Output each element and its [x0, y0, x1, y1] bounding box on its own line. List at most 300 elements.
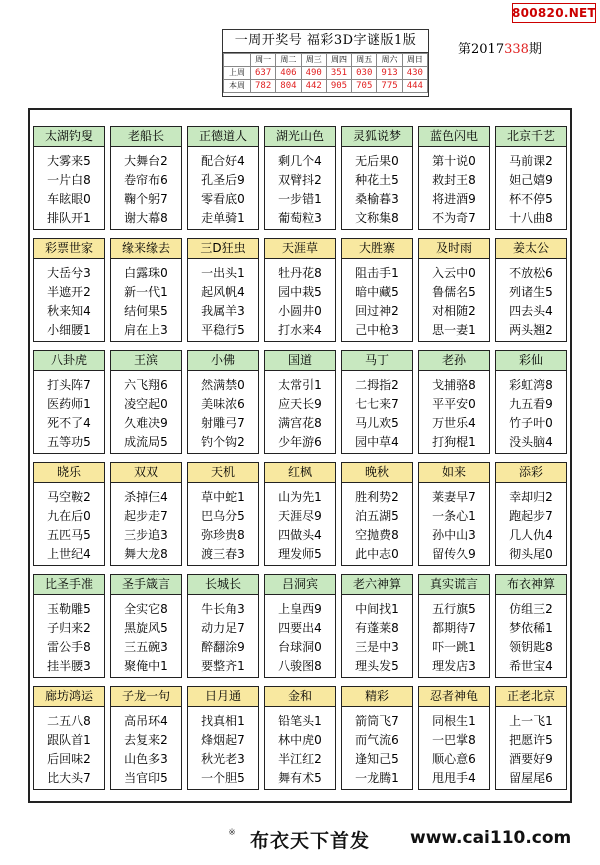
riddle-line: 牛长角3: [201, 602, 245, 616]
cell-lines: [188, 259, 258, 340]
riddle-line: 钓个钩2: [201, 435, 245, 449]
riddle-line: 铅笔头1: [278, 714, 322, 728]
cell-lines: [496, 371, 566, 452]
cell-title: 老船长: [111, 127, 181, 147]
riddle-grid: [33, 126, 569, 790]
cell-title: 添彩: [496, 463, 566, 483]
riddle-line: 四去头4: [509, 304, 553, 318]
riddle-line: 后回味2: [47, 752, 91, 766]
cell-title: 子龙一句: [111, 687, 181, 707]
cell-lines: [496, 707, 566, 788]
riddle-line: 两头翘2: [509, 323, 553, 337]
draw-number: 775: [377, 80, 402, 93]
riddle-cell: [341, 686, 413, 790]
riddle-cell: [418, 238, 490, 342]
cell-title: 晚秋: [342, 463, 412, 483]
riddle-line: 台球洞0: [278, 640, 322, 654]
riddle-line: 种花土5: [355, 173, 399, 187]
cell-lines: [419, 147, 489, 228]
riddle-cell: [33, 574, 105, 678]
riddle-line: 莱妻早7: [432, 490, 476, 504]
riddle-line: 一龙腾1: [355, 771, 399, 785]
riddle-line: 半遮开2: [47, 285, 91, 299]
riddle-line: 全实它8: [124, 602, 168, 616]
cell-title: 蓝色闪电: [419, 127, 489, 147]
riddle-cell: [341, 350, 413, 454]
cell-title: 三D狂虫: [188, 239, 258, 259]
riddle-line: 阻击手1: [355, 266, 399, 280]
riddle-line: 顺心意6: [432, 752, 476, 766]
riddle-cell: [110, 686, 182, 790]
riddle-line: 而气流6: [355, 733, 399, 747]
riddle-line: 五行旗5: [432, 602, 476, 616]
riddle-line: 谢大幕8: [124, 211, 168, 225]
riddle-line: 太常引1: [278, 378, 322, 392]
riddle-line: 九在后0: [47, 509, 91, 523]
riddle-line: 草中蛇1: [201, 490, 245, 504]
riddle-line: 留传久9: [432, 547, 476, 561]
riddle-line: 天涯尽9: [278, 509, 322, 523]
riddle-line: 白露珠0: [124, 266, 168, 280]
cell-lines: [188, 707, 258, 788]
row-label: 上周: [224, 67, 251, 80]
day-header: 周四: [326, 54, 351, 67]
riddle-line: 剩几个4: [278, 154, 322, 168]
riddle-cell: [187, 238, 259, 342]
riddle-line: 桑榆暮3: [355, 192, 399, 206]
riddle-line: 都期待7: [432, 621, 476, 635]
cell-title: 灵狐说梦: [342, 127, 412, 147]
site-badge: 800820.NET: [512, 3, 596, 23]
day-header: 周三: [301, 54, 326, 67]
cell-title: 太湖钓叟: [34, 127, 104, 147]
cell-title: 老六神算: [342, 575, 412, 595]
cell-title: 日月通: [188, 687, 258, 707]
riddle-line: 理发店3: [432, 659, 476, 673]
riddle-cell: [341, 126, 413, 230]
riddle-cell: [495, 686, 567, 790]
cell-lines: [34, 483, 104, 564]
riddle-line: 挂半腰3: [47, 659, 91, 673]
riddle-cell: [110, 350, 182, 454]
riddle-line: 此中志0: [355, 547, 399, 561]
draw-number: 442: [301, 80, 326, 93]
riddle-cell: [264, 574, 336, 678]
riddle-cell: [341, 238, 413, 342]
riddle-line: 巴乌分5: [201, 509, 245, 523]
riddle-line: 小圆井0: [278, 304, 322, 318]
riddle-line: 救封王8: [432, 173, 476, 187]
riddle-line: 竹子叶0: [509, 416, 553, 430]
riddle-line: 文称集8: [355, 211, 399, 225]
riddle-line: 山色多3: [124, 752, 168, 766]
riddle-cell: [33, 462, 105, 566]
riddle-line: 我属羊3: [201, 304, 245, 318]
riddle-line: 无后果0: [355, 154, 399, 168]
riddle-line: 彻头尾0: [509, 547, 553, 561]
day-header: 周五: [352, 54, 377, 67]
cell-title: 湖光山色: [265, 127, 335, 147]
riddle-line: 回过神2: [355, 304, 399, 318]
riddle-line: 己中枪3: [355, 323, 399, 337]
cell-lines: [419, 483, 489, 564]
cell-lines: [111, 259, 181, 340]
riddle-line: 园中栽5: [278, 285, 322, 299]
riddle-line: 酒要好9: [509, 752, 553, 766]
riddle-line: 妲己嬉9: [509, 173, 553, 187]
cell-lines: [34, 259, 104, 340]
riddle-line: 上皇西9: [278, 602, 322, 616]
riddle-line: 留屋尾6: [509, 771, 553, 785]
cell-lines: [188, 147, 258, 228]
riddle-line: 领钥匙8: [509, 640, 553, 654]
riddle-line: 四要出4: [278, 621, 322, 635]
riddle-line: 车眩眼0: [47, 192, 91, 206]
cell-title: 金和: [265, 687, 335, 707]
draw-number: 406: [276, 67, 301, 80]
riddle-line: 理发师5: [278, 547, 322, 561]
riddle-cell: [264, 238, 336, 342]
cell-title: 比圣手准: [34, 575, 104, 595]
cell-lines: [188, 371, 258, 452]
riddle-line: 跟队首1: [47, 733, 91, 747]
riddle-line: 弥珍贵8: [201, 528, 245, 542]
riddle-cell: [33, 126, 105, 230]
riddle-cell: [264, 126, 336, 230]
riddle-line: 入云中0: [432, 266, 476, 280]
riddle-line: 双臂抖2: [278, 173, 322, 187]
cell-title: 姜太公: [496, 239, 566, 259]
cell-title: 廊坊鸿运: [34, 687, 104, 707]
riddle-line: 肩在上3: [124, 323, 168, 337]
riddle-line: 泊五湖5: [355, 509, 399, 523]
riddle-line: 比大头7: [47, 771, 91, 785]
cell-title: 天涯草: [265, 239, 335, 259]
cell-lines: [34, 371, 104, 452]
riddle-line: 秋光老3: [201, 752, 245, 766]
riddle-cell: [187, 462, 259, 566]
cell-lines: [342, 595, 412, 676]
draw-number: 430: [402, 67, 427, 80]
riddle-line: 空抛费8: [355, 528, 399, 542]
riddle-cell: [187, 574, 259, 678]
cell-title: 正老北京: [496, 687, 566, 707]
riddle-line: 思一妻1: [432, 323, 476, 337]
riddle-line: 三是中3: [355, 640, 399, 654]
riddle-line: 将进酒9: [432, 192, 476, 206]
riddle-line: 要整齐1: [201, 659, 245, 673]
riddle-line: 孔圣后9: [201, 173, 245, 187]
riddle-line: 杯不停5: [509, 192, 553, 206]
riddle-line: 雷公手8: [47, 640, 91, 654]
riddle-cell: [418, 126, 490, 230]
cell-title: 王滨: [111, 351, 181, 371]
riddle-line: 找真相1: [201, 714, 245, 728]
draw-number: 637: [251, 67, 276, 80]
cell-lines: [419, 259, 489, 340]
riddle-line: 动力足7: [201, 621, 245, 635]
riddle-line: 二五八8: [47, 714, 91, 728]
footer-url: www.cai110.com: [410, 828, 572, 848]
riddle-line: 鞠个躬7: [124, 192, 168, 206]
riddle-cell: [264, 350, 336, 454]
riddle-cell: [495, 574, 567, 678]
riddle-cell: [264, 462, 336, 566]
cell-lines: [496, 147, 566, 228]
riddle-line: 戈捕骆8: [432, 378, 476, 392]
draw-number: 351: [326, 67, 351, 80]
draw-number: 782: [251, 80, 276, 93]
cell-lines: [496, 595, 566, 676]
riddle-line: 牡丹花8: [278, 266, 322, 280]
cell-lines: [419, 371, 489, 452]
riddle-line: 打狗棍1: [432, 435, 476, 449]
cell-lines: [34, 147, 104, 228]
riddle-line: 梦依稀1: [509, 621, 553, 635]
riddle-line: 新一代1: [124, 285, 168, 299]
riddle-line: 几人仇4: [509, 528, 553, 542]
riddle-line: 久难决9: [124, 416, 168, 430]
cell-lines: [265, 147, 335, 228]
cell-lines: [111, 595, 181, 676]
riddle-line: 十八曲8: [509, 211, 553, 225]
riddle-line: 一片白8: [47, 173, 91, 187]
cell-lines: [342, 147, 412, 228]
riddle-line: 少年游6: [278, 435, 322, 449]
issue-prefix: 第2017: [458, 42, 505, 57]
issue-suffix: 期: [528, 42, 542, 57]
riddle-cell: [33, 350, 105, 454]
riddle-cell: [110, 462, 182, 566]
draw-results-table: [223, 53, 428, 93]
footer-mark: ※: [227, 828, 237, 838]
riddle-line: 理头发5: [355, 659, 399, 673]
riddle-line: 六飞翔6: [124, 378, 168, 392]
riddle-cell: [418, 350, 490, 454]
riddle-cell: [187, 350, 259, 454]
riddle-line: 医药师1: [47, 397, 91, 411]
riddle-cell: [110, 238, 182, 342]
riddle-line: 烽烟起7: [201, 733, 245, 747]
riddle-line: 对相随2: [432, 304, 476, 318]
draw-number: 705: [352, 80, 377, 93]
cell-title: 国道: [265, 351, 335, 371]
corner-cell: [224, 54, 251, 67]
riddle-line: 零看底0: [201, 192, 245, 206]
riddle-line: 醉翻涂9: [201, 640, 245, 654]
weekly-draw-header: [222, 29, 429, 97]
riddle-line: 三步追3: [124, 528, 168, 542]
riddle-line: 马空鞍2: [47, 490, 91, 504]
riddle-line: 去复来2: [124, 733, 168, 747]
issue-label: [458, 38, 542, 57]
riddle-line: 孙中山3: [432, 528, 476, 542]
riddle-line: 彩虹湾8: [509, 378, 553, 392]
riddle-cell: [110, 574, 182, 678]
cell-title: 晓乐: [34, 463, 104, 483]
riddle-line: 上世纪4: [47, 547, 91, 561]
riddle-line: 秋来知4: [47, 304, 91, 318]
cell-lines: [265, 483, 335, 564]
riddle-line: 暗中藏5: [355, 285, 399, 299]
riddle-line: 黑旋风5: [124, 621, 168, 635]
riddle-line: 有蓬莱8: [355, 621, 399, 635]
cell-title: 吕洞宾: [265, 575, 335, 595]
cell-lines: [265, 707, 335, 788]
this-week-row: [224, 80, 428, 93]
cell-lines: [188, 595, 258, 676]
cell-lines: [111, 371, 181, 452]
cell-lines: [188, 483, 258, 564]
riddle-cell: [33, 686, 105, 790]
riddle-line: 马儿欢5: [355, 416, 399, 430]
cell-title: 圣手箴言: [111, 575, 181, 595]
riddle-line: 打头阵7: [47, 378, 91, 392]
draw-number: 444: [402, 80, 427, 93]
days-row: [224, 54, 428, 67]
riddle-line: 舞有术5: [278, 771, 322, 785]
draw-number: 030: [352, 67, 377, 80]
cell-title: 彩仙: [496, 351, 566, 371]
cell-lines: [342, 707, 412, 788]
riddle-line: 二拇指2: [355, 378, 399, 392]
cell-title: 天机: [188, 463, 258, 483]
footer: [0, 812, 600, 865]
riddle-line: 大岳兮3: [47, 266, 91, 280]
riddle-line: 射雕弓7: [201, 416, 245, 430]
riddle-line: 五匹马5: [47, 528, 91, 542]
riddle-line: 不放松6: [509, 266, 553, 280]
cell-lines: [265, 259, 335, 340]
riddle-cell: [495, 238, 567, 342]
riddle-line: 鲁儒名5: [432, 285, 476, 299]
cell-title: 长城长: [188, 575, 258, 595]
riddle-line: 渡三春3: [201, 547, 245, 561]
riddle-cell: [495, 462, 567, 566]
riddle-line: 把愿许5: [509, 733, 553, 747]
riddle-line: 卷帘布6: [124, 173, 168, 187]
riddle-line: 园中草4: [355, 435, 399, 449]
draw-number: 913: [377, 67, 402, 80]
day-header: 周一: [251, 54, 276, 67]
cell-title: 马丁: [342, 351, 412, 371]
riddle-line: 当官印5: [124, 771, 168, 785]
riddle-line: 起风帆4: [201, 285, 245, 299]
riddle-line: 同根生1: [432, 714, 476, 728]
cell-lines: [419, 595, 489, 676]
riddle-line: 小细腰1: [47, 323, 91, 337]
riddle-cell: [110, 126, 182, 230]
cell-title: 八卦虎: [34, 351, 104, 371]
riddle-line: 舞大龙8: [124, 547, 168, 561]
riddle-line: 跑起步7: [509, 509, 553, 523]
riddle-cell: [495, 126, 567, 230]
riddle-line: 美味浓6: [201, 397, 245, 411]
cell-title: 精彩: [342, 687, 412, 707]
cell-lines: [496, 259, 566, 340]
cell-title: 缘来缘去: [111, 239, 181, 259]
riddle-line: 杀掉仨4: [124, 490, 168, 504]
cell-title: 老孙: [419, 351, 489, 371]
header-title: 一周开奖号 福彩3D字谜版1版: [223, 30, 428, 53]
riddle-line: 吓一跳1: [432, 640, 476, 654]
riddle-line: 配合好4: [201, 154, 245, 168]
riddle-cell: [418, 574, 490, 678]
riddle-line: 排队开1: [47, 211, 91, 225]
riddle-line: 葡萄粒3: [278, 211, 322, 225]
riddle-cell: [33, 238, 105, 342]
riddle-line: 希世宝4: [509, 659, 553, 673]
cell-lines: [265, 595, 335, 676]
riddle-line: 子归来2: [47, 621, 91, 635]
cell-lines: [496, 483, 566, 564]
riddle-cell: [187, 126, 259, 230]
riddle-cell: [418, 686, 490, 790]
riddle-line: 一巴掌8: [432, 733, 476, 747]
riddle-line: 不为奇7: [432, 211, 476, 225]
issue-number: 338: [504, 42, 529, 57]
day-header: 周日: [402, 54, 427, 67]
cell-lines: [265, 371, 335, 452]
riddle-line: 结何果5: [124, 304, 168, 318]
riddle-line: 九五看9: [509, 397, 553, 411]
riddle-line: 甩甩手4: [432, 771, 476, 785]
cell-title: 布衣神算: [496, 575, 566, 595]
riddle-line: 起步走7: [124, 509, 168, 523]
cell-title: 及时雨: [419, 239, 489, 259]
cell-lines: [342, 371, 412, 452]
riddle-line: 一步错1: [278, 192, 322, 206]
riddle-line: 满宫花8: [278, 416, 322, 430]
cell-title: 北京千艺: [496, 127, 566, 147]
riddle-line: 应天长9: [278, 397, 322, 411]
cell-lines: [342, 483, 412, 564]
riddle-line: 平平安0: [432, 397, 476, 411]
riddle-line: 没头脑4: [509, 435, 553, 449]
cell-lines: [34, 707, 104, 788]
cell-lines: [342, 259, 412, 340]
cell-title: 彩票世家: [34, 239, 104, 259]
riddle-line: 凌空起0: [124, 397, 168, 411]
riddle-line: 马前课2: [509, 154, 553, 168]
riddle-grid-frame: [28, 108, 572, 803]
riddle-line: 然满禁0: [201, 378, 245, 392]
draw-number: 804: [276, 80, 301, 93]
riddle-line: 万世乐4: [432, 416, 476, 430]
footer-text: 布衣天下首发: [250, 830, 371, 852]
riddle-line: 仿组三2: [509, 602, 553, 616]
riddle-line: 五等功5: [47, 435, 91, 449]
riddle-line: 成流局5: [124, 435, 168, 449]
riddle-cell: [341, 574, 413, 678]
riddle-cell: [495, 350, 567, 454]
draw-number: 490: [301, 67, 326, 80]
cell-lines: [111, 483, 181, 564]
riddle-line: 林中虎0: [278, 733, 322, 747]
riddle-line: 七七来7: [355, 397, 399, 411]
riddle-cell: [264, 686, 336, 790]
day-header: 周六: [377, 54, 402, 67]
riddle-line: 聚俺中1: [124, 659, 168, 673]
riddle-line: 死不了4: [47, 416, 91, 430]
riddle-line: 三五碗3: [124, 640, 168, 654]
cell-lines: [111, 147, 181, 228]
riddle-cell: [341, 462, 413, 566]
riddle-line: 大舞台2: [124, 154, 168, 168]
draw-number: 905: [326, 80, 351, 93]
riddle-line: 一出头1: [201, 266, 245, 280]
riddle-line: 中间找1: [355, 602, 399, 616]
